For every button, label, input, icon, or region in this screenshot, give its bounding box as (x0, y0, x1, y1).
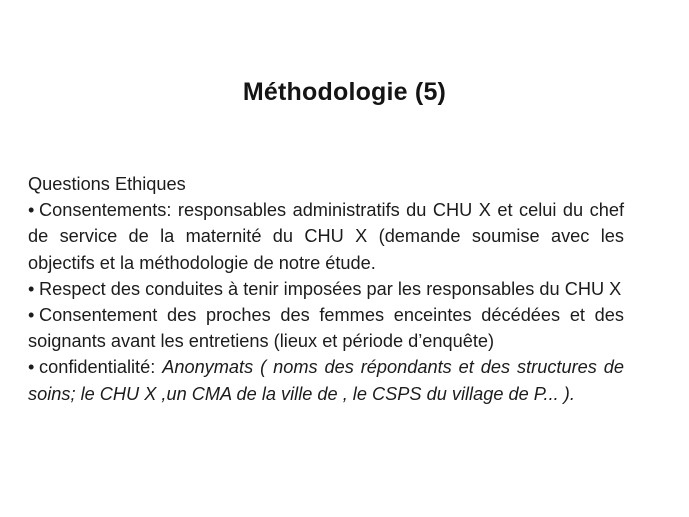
slide-body (28, 171, 624, 407)
slide-title: Méthodologie (5) (242, 78, 447, 106)
bullet-item-confidentialite (28, 354, 624, 406)
bullet-icon: • (28, 278, 35, 299)
bullet-text: Consentements: responsables administratifs du CHU X et celui du chef de service de la maternité du CHU X (demande soumise avec les objectifs et la méthodologie de notre étude. (28, 200, 624, 273)
bullet-item-respect (28, 276, 624, 302)
bullet-icon: • (28, 305, 35, 326)
bullet-italic-text: Anonymats ( noms des répondants et des structures de soins; le CHU X ,un CMA de la ville de , le CSPS du village de P... ). (28, 357, 624, 404)
bullet-text: Consentement des proches des femmes enceintes décédées et des soignants avant les entretiens (lieux et période d’enquête) (28, 305, 624, 352)
section-heading: Questions Ethiques (28, 174, 186, 194)
bullet-label: confidentialité: (39, 357, 163, 378)
bullet-icon: • (28, 357, 35, 378)
bullet-icon: • (28, 200, 35, 221)
bullet-item-consentement-proches (28, 302, 624, 354)
bullet-item-consentements (28, 197, 624, 276)
bullet-text: Respect des conduites à tenir imposées par les responsables du CHU X (39, 278, 622, 299)
